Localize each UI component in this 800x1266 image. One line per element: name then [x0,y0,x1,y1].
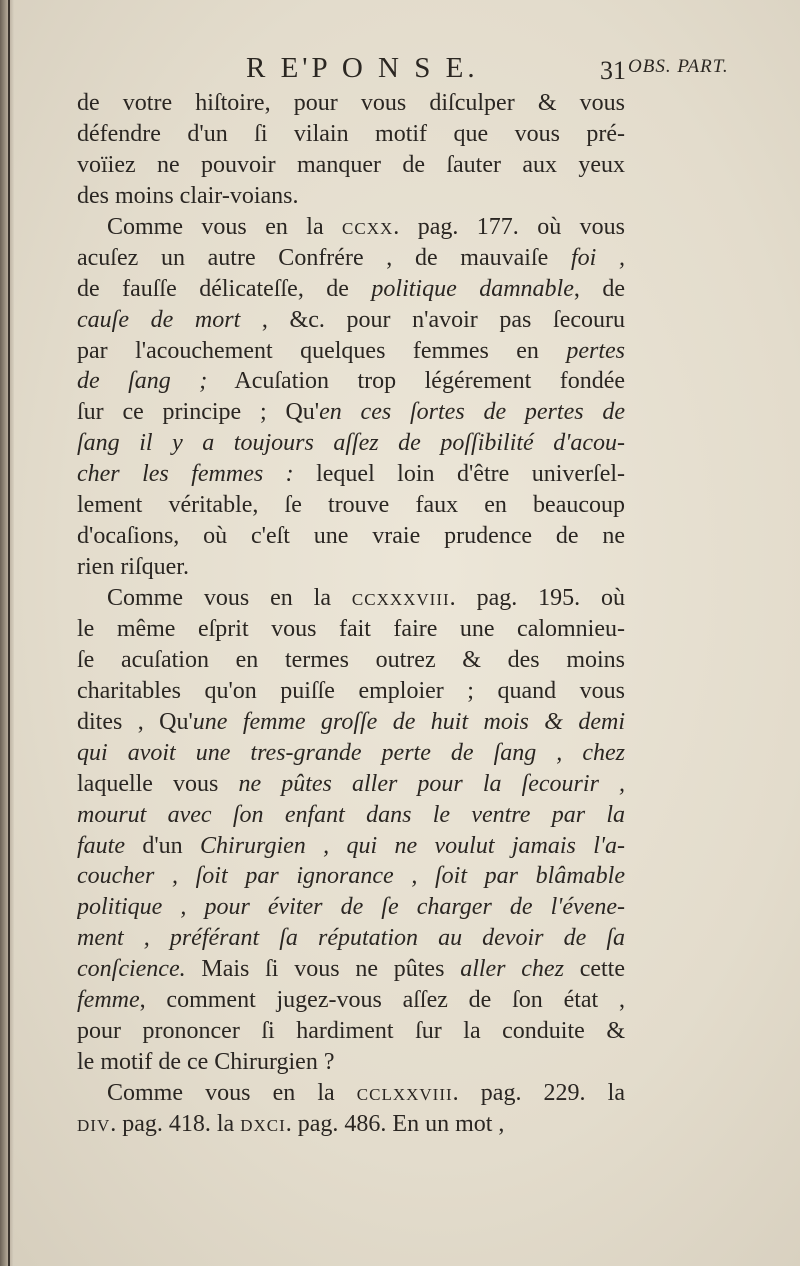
text-line [77,1109,625,1140]
text-segment: , &c. pour n'avoir pas ſecouru [240,306,625,333]
text-segment: cher les femmes : [77,461,294,488]
body-text [77,88,625,1140]
text-line [77,1078,625,1109]
text-segment: Acuſation trop légérement fondée [207,368,625,395]
running-title: R E'P O N S E. [246,52,479,84]
text-segment: acuſez un autre Confrére , de mauvaiſe [77,244,571,271]
text-segment: . pag. 486. En un mot , [285,1110,505,1137]
text-line [77,1016,625,1047]
text-line [77,769,625,800]
text-segment: Comme vous en la [107,213,343,240]
section-mark: OBS. PART. [628,56,729,77]
text-line [77,428,625,459]
text-segment: lequel loin d'être univerſel- [293,461,625,488]
text-segment: conſcience. [77,956,186,983]
text-line [77,614,625,645]
text-segment: ſur ce principe ; Qu' [77,399,320,426]
text-segment: pertes [566,337,625,364]
text-line [77,336,625,367]
text-segment: faute [77,832,125,859]
text-line [77,583,625,614]
page-gutter [0,0,14,1266]
text-segment: politique damnable [371,275,574,302]
text-segment: une femme groſſe de huit mois & demi [192,708,625,735]
text-segment: politique , pour éviter de ſe charger de l'évene- [77,894,625,921]
text-segment: coucher , ſoit par ignorance , ſoit par blâmable [77,863,625,890]
text-line [77,861,625,892]
text-segment: en ces ſortes de pertes de [319,399,625,426]
text-segment: cauſe de mort [77,306,241,333]
text-line [77,274,625,305]
text-segment: lement véritable, ſe trouve faux en beaucoup [77,492,625,519]
text-segment: foi , [570,244,625,271]
text-segment: , de [573,275,625,302]
text-line [77,954,625,985]
text-segment: cclxxviii [356,1080,453,1106]
text-line [77,676,625,707]
text-segment: ſang il y a toujours aſſez de poſſibilité d'acou- [77,430,625,457]
text-line [77,1047,625,1078]
text-segment: dites , Qu' [77,708,193,735]
text-line [77,181,625,212]
text-segment: des moins clair-voians. [77,182,299,209]
text-segment: . pag. 195. où [449,585,625,611]
text-segment: le même eſprit vous fait faire une calomnieu- [77,615,625,642]
text-line [77,985,625,1016]
text-line [77,831,625,862]
text-segment: par l'acouchement quelques femmes en [77,337,567,364]
text-segment: Comme vous en la [107,585,352,611]
text-line [77,150,625,181]
text-line [77,707,625,738]
text-segment: pour prononcer ſi hardiment ſur la conduite & [77,1018,625,1045]
text-segment: ment , préférant ſa réputation au devoir de ſa [77,925,625,952]
text-segment: ccxxxviii [351,585,450,611]
text-line [77,88,625,119]
text-line [77,800,625,831]
text-line [77,397,625,428]
text-segment: de ſang ; [77,368,208,395]
text-segment: voïiez ne pouvoir manquer de ſauter aux yeux [77,151,625,178]
text-segment: . pag. 229. la [452,1080,625,1106]
text-line [77,645,625,676]
text-segment: aller chez [460,956,564,983]
text-segment: div [77,1110,111,1137]
text-line [77,552,625,583]
text-line [77,212,625,243]
text-segment: . pag. 418. la [110,1110,241,1137]
text-segment: ccxx [342,213,394,240]
text-segment: Comme vous en la [107,1080,357,1106]
text-segment: cette [563,956,625,983]
text-line [77,923,625,954]
text-segment: . pag. 177. où vous [393,213,625,240]
text-line [77,459,625,490]
text-line [77,521,625,552]
text-segment: femme [77,987,140,1014]
text-segment: ſe acuſation en termes outrez & des moins [77,646,625,673]
text-line [77,119,625,150]
text-segment: rien riſquer. [77,554,189,581]
text-segment: , comment jugez-vous aſſez de ſon état , [139,987,625,1014]
page-number: 31 [600,56,626,85]
text-segment: ne pûtes aller pour la ſecourir , [238,770,625,797]
text-line [77,738,625,769]
text-line [77,243,625,274]
text-line [77,305,625,336]
text-segment: de votre hiſtoire, pour vous diſculper & vous [77,90,625,116]
text-segment: d'ocaſions, où c'eſt une vraie prudence de ne [77,523,625,550]
text-segment: qui avoit une tres-grande perte de ſang , chez [77,739,625,766]
text-line [77,366,625,397]
text-segment: de fauſſe délicateſſe, de [77,275,372,302]
text-segment: défendre d'un ſi vilain motif que vous pré- [77,120,625,147]
text-segment: laquelle vous [77,770,239,797]
text-line [77,490,625,521]
text-segment: d'un [125,832,201,859]
text-line [77,892,625,923]
text-segment: Chirurgien , qui ne voulut jamais l'a- [200,832,625,859]
binding-edge [8,0,10,1266]
text-segment: mourut avec ſon enfant dans le ventre par la [77,801,625,828]
text-segment: Mais ſi vous ne pûtes [185,956,461,983]
text-segment: charitables qu'on puiſſe emploier ; quand vous [77,677,625,704]
page-header [0,52,800,92]
text-segment: le motif de ce Chirurgien ? [77,1049,335,1076]
text-segment: dxci [240,1110,286,1137]
